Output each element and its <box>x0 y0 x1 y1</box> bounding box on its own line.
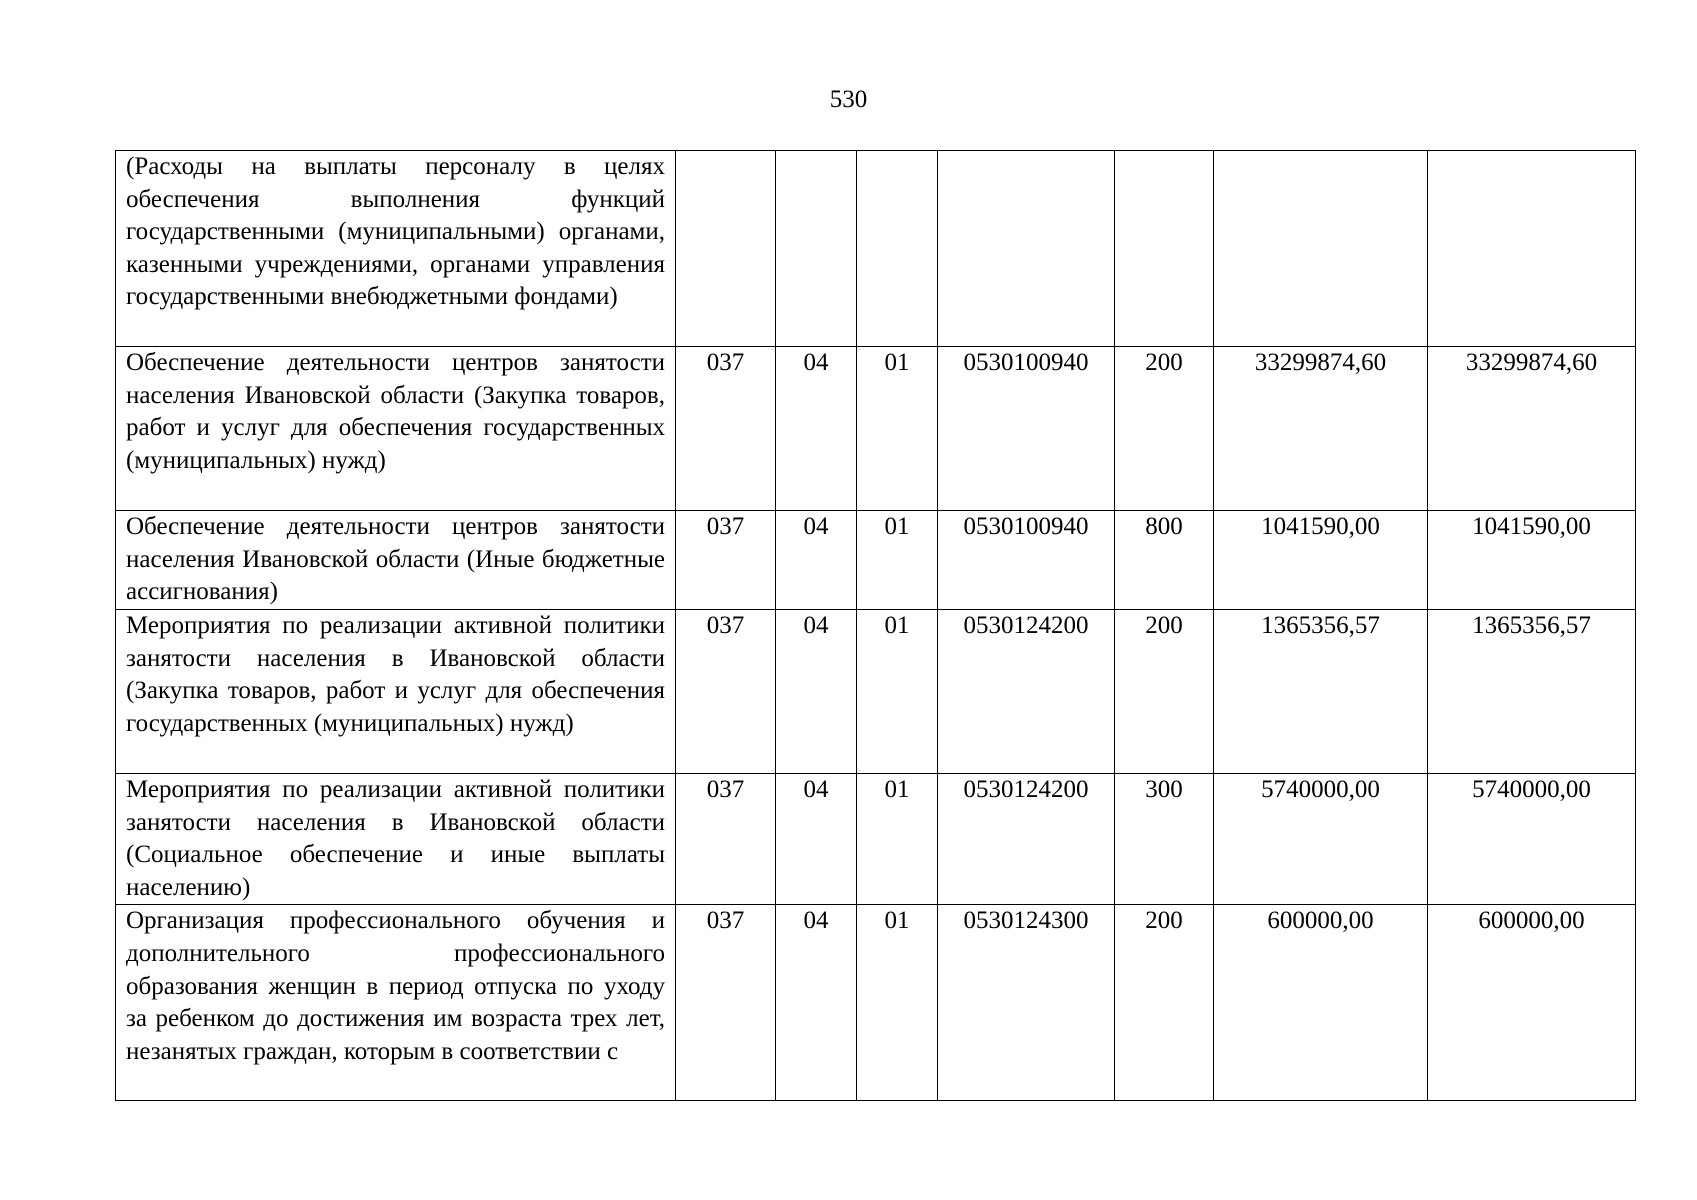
amount-first-year: 5740000,00 <box>1214 774 1428 905</box>
subsection-code: 01 <box>857 905 938 1101</box>
ministry-code: 037 <box>676 905 776 1101</box>
table-row <box>116 151 1636 347</box>
amount-first-year: 600000,00 <box>1214 905 1428 1101</box>
ministry-code: 037 <box>676 774 776 905</box>
section-code <box>776 151 857 347</box>
target-article-code <box>938 151 1115 347</box>
section-code: 04 <box>776 347 857 511</box>
target-article-code: 0530100940 <box>938 347 1115 511</box>
amount-first-year: 1041590,00 <box>1214 511 1428 610</box>
page-number: 530 <box>829 86 868 113</box>
expense-type-code: 300 <box>1115 774 1214 905</box>
table-row <box>116 347 1636 511</box>
target-article-code: 0530124300 <box>938 905 1115 1101</box>
expense-type-code: 800 <box>1115 511 1214 610</box>
section-code: 04 <box>776 511 857 610</box>
ministry-code: 037 <box>676 610 776 774</box>
expense-description: Обеспечение деятельности центров занятости населения Ивановской области (Иные бюджетные ассигнования) <box>116 511 676 610</box>
table-row <box>116 905 1636 1101</box>
expense-description: (Расходы на выплаты персоналу в целях обеспечения выполнения функций государственными (муниципальными) органами, казенными учреждениями, органами управления государственными внебюджетными фондами) <box>116 151 676 347</box>
amount-second-year <box>1428 151 1636 347</box>
amount-second-year: 33299874,60 <box>1428 347 1636 511</box>
amount-first-year: 33299874,60 <box>1214 347 1428 511</box>
table-row <box>116 610 1636 774</box>
section-code: 04 <box>776 610 857 774</box>
expense-type-code: 200 <box>1115 905 1214 1101</box>
subsection-code: 01 <box>857 774 938 905</box>
section-code: 04 <box>776 774 857 905</box>
target-article-code: 0530100940 <box>938 511 1115 610</box>
amount-second-year: 1365356,57 <box>1428 610 1636 774</box>
table-row <box>116 774 1636 905</box>
section-code: 04 <box>776 905 857 1101</box>
expense-type-code: 200 <box>1115 610 1214 774</box>
amount-second-year: 1041590,00 <box>1428 511 1636 610</box>
expense-type-code <box>1115 151 1214 347</box>
subsection-code: 01 <box>857 347 938 511</box>
target-article-code: 0530124200 <box>938 774 1115 905</box>
table-row <box>116 511 1636 610</box>
expense-type-code: 200 <box>1115 347 1214 511</box>
ministry-code: 037 <box>676 347 776 511</box>
amount-first-year <box>1214 151 1428 347</box>
ministry-code: 037 <box>676 511 776 610</box>
subsection-code: 01 <box>857 511 938 610</box>
amount-second-year: 600000,00 <box>1428 905 1636 1101</box>
budget-table <box>115 150 1636 1101</box>
expense-description: Организация профессионального обучения и дополнительного профессионального образования женщин в период отпуска по уходу за ребенком до достижения им возраста трех лет, незанятых граждан, которым в соответствии с <box>116 905 676 1101</box>
amount-first-year: 1365356,57 <box>1214 610 1428 774</box>
expense-description: Мероприятия по реализации активной политики занятости населения в Ивановской области (Закупка товаров, работ и услуг для обеспечения государственных (муниципальных) нужд) <box>116 610 676 774</box>
subsection-code: 01 <box>857 610 938 774</box>
amount-second-year: 5740000,00 <box>1428 774 1636 905</box>
ministry-code <box>676 151 776 347</box>
subsection-code <box>857 151 938 347</box>
expense-description: Мероприятия по реализации активной политики занятости населения в Ивановской области (Социальное обеспечение и иные выплаты населению) <box>116 774 676 905</box>
target-article-code: 0530124200 <box>938 610 1115 774</box>
expense-description: Обеспечение деятельности центров занятости населения Ивановской области (Закупка товаров, работ и услуг для обеспечения государственных (муниципальных) нужд) <box>116 347 676 511</box>
